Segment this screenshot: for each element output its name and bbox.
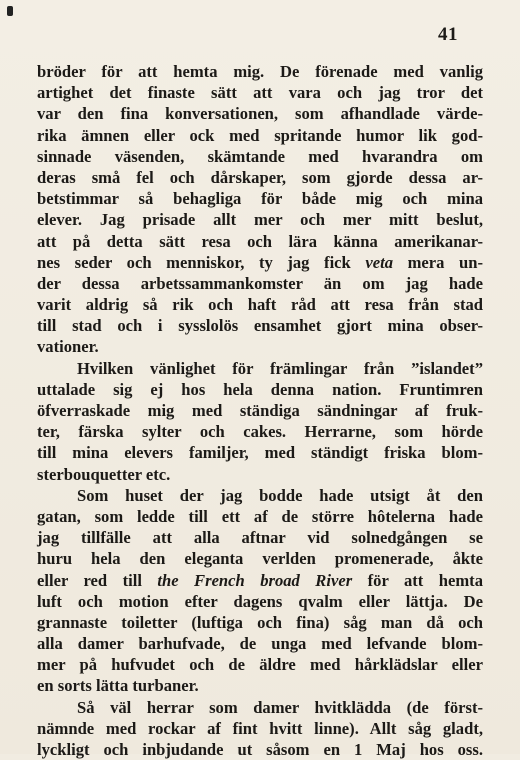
text-line	[37, 548, 483, 569]
text-line	[37, 591, 483, 612]
text-line-content: Så väl herrar som damer hvitklädda (de först-	[77, 697, 483, 717]
text-line	[37, 379, 483, 400]
text-line	[37, 273, 483, 294]
text-line-content: der dessa arbetssammankomster än om jag hade	[37, 273, 483, 293]
text-line	[37, 442, 483, 463]
text-line	[37, 675, 483, 696]
text-line-content: alla damer barhufvade, de unga med lefvande blom-	[37, 634, 483, 654]
text-line-content: bröder för att hemta mig. De förenade med vanlig	[37, 62, 483, 81]
text-line-content: öfverraskade mig med ständiga sändningar af fruk-	[37, 401, 483, 420]
text-line	[37, 336, 483, 357]
text-line	[37, 739, 483, 760]
text-line	[37, 188, 483, 209]
text-line-content: lyckligt och inbjudande ut såsom en 1 Maj hos oss.	[37, 740, 483, 759]
text-line-content: gatan, som ledde till ett af de större hôtelerna hade	[37, 506, 483, 526]
text-line	[37, 400, 483, 421]
text-line	[37, 167, 483, 188]
text-line-content: mer på hufvudet och de äldre med hårklädslar eller	[37, 655, 483, 675]
text-line-content: nes seder och menniskor, ty jag fick	[37, 252, 366, 272]
text-line-content: Hvilken vänlighet för främlingar från ”islandet”	[77, 358, 483, 378]
text-line-content: jag tillfälle att alla aftnar vid solnedgången se	[37, 528, 483, 548]
text-line-content: eller red till	[37, 570, 158, 590]
text-line-content: vationer.	[37, 337, 99, 357]
text-line	[37, 570, 483, 591]
text-line	[37, 718, 483, 739]
text-line-content: betstimmar så behagliga för både mig och mina	[37, 189, 483, 209]
text-line-content: artighet det finaste sätt att vara och jag tror det	[37, 83, 483, 103]
text-line-content: sinnade väsenden, skämtande med hvarandra om	[37, 146, 483, 166]
text-line	[37, 82, 483, 103]
text-line	[37, 146, 483, 167]
text-line	[37, 485, 483, 506]
text-line-content: en sorts lätta turbaner.	[37, 676, 199, 696]
text-line-content: nämnde med rockar af fint hvitt linne). Allt såg gladt,	[37, 718, 483, 738]
text-line-content: deras små fel och dårskaper, som gjorde dessa ar-	[37, 167, 483, 187]
text-line-content: uttalade sig ej hos hela denna nation. Fruntimren	[37, 379, 483, 399]
text-line	[37, 209, 483, 230]
text-line	[37, 464, 483, 485]
text-line	[37, 125, 483, 146]
text-line	[37, 103, 483, 124]
text-line-continuation: mera un-	[393, 252, 483, 272]
body-text	[37, 61, 483, 760]
text-line-content: till mina elevers familjer, med ständigt friska blom-	[37, 443, 483, 463]
text-line-content: sterbouquetter etc.	[37, 464, 171, 484]
page-edge-mark	[7, 6, 13, 16]
text-line	[37, 633, 483, 654]
text-line-content: var den fina konversationen, som afhandlade värde-	[37, 104, 483, 124]
text-line-content: huru hela den eleganta verlden promenerade, åkte	[37, 549, 483, 569]
page-number: 41	[438, 24, 458, 45]
text-line	[37, 421, 483, 442]
italic-phrase: the French broad River	[157, 570, 353, 590]
text-line-content: ter, färska sylter och cakes. Herrarne, som hörde	[37, 422, 483, 442]
text-line-content: att på detta sätt resa och lära känna amerikanar-	[37, 231, 483, 251]
text-line-continuation: för att hemta	[352, 570, 483, 590]
text-line-content: till stad och i sysslolös ensamhet gjort mina obser-	[37, 316, 483, 336]
text-line-content: elever. Jag prisade allt mer och mer mitt beslut,	[37, 210, 483, 230]
text-line	[37, 654, 483, 675]
text-line-content: varit aldrig så rik och haft råd att resa från stad	[37, 295, 483, 315]
text-line	[37, 506, 483, 527]
text-line-content: grannaste toiletter (luftiga och fina) såg man då och	[37, 612, 483, 632]
text-line-content: luft och motion efter dagens qvalm eller lättja. De	[37, 591, 483, 611]
text-line	[37, 252, 483, 273]
text-line-content: rika ämnen eller ock med spritande humor lik god-	[37, 125, 483, 145]
text-line	[37, 527, 483, 548]
text-line	[37, 358, 483, 379]
text-line	[37, 294, 483, 315]
text-line	[37, 697, 483, 718]
text-line-content: Som huset der jag bodde hade utsigt åt den	[77, 485, 483, 505]
italic-phrase: veta	[365, 252, 393, 272]
text-line	[37, 315, 483, 336]
text-line	[37, 231, 483, 252]
text-line	[37, 612, 483, 633]
text-line	[37, 61, 483, 82]
